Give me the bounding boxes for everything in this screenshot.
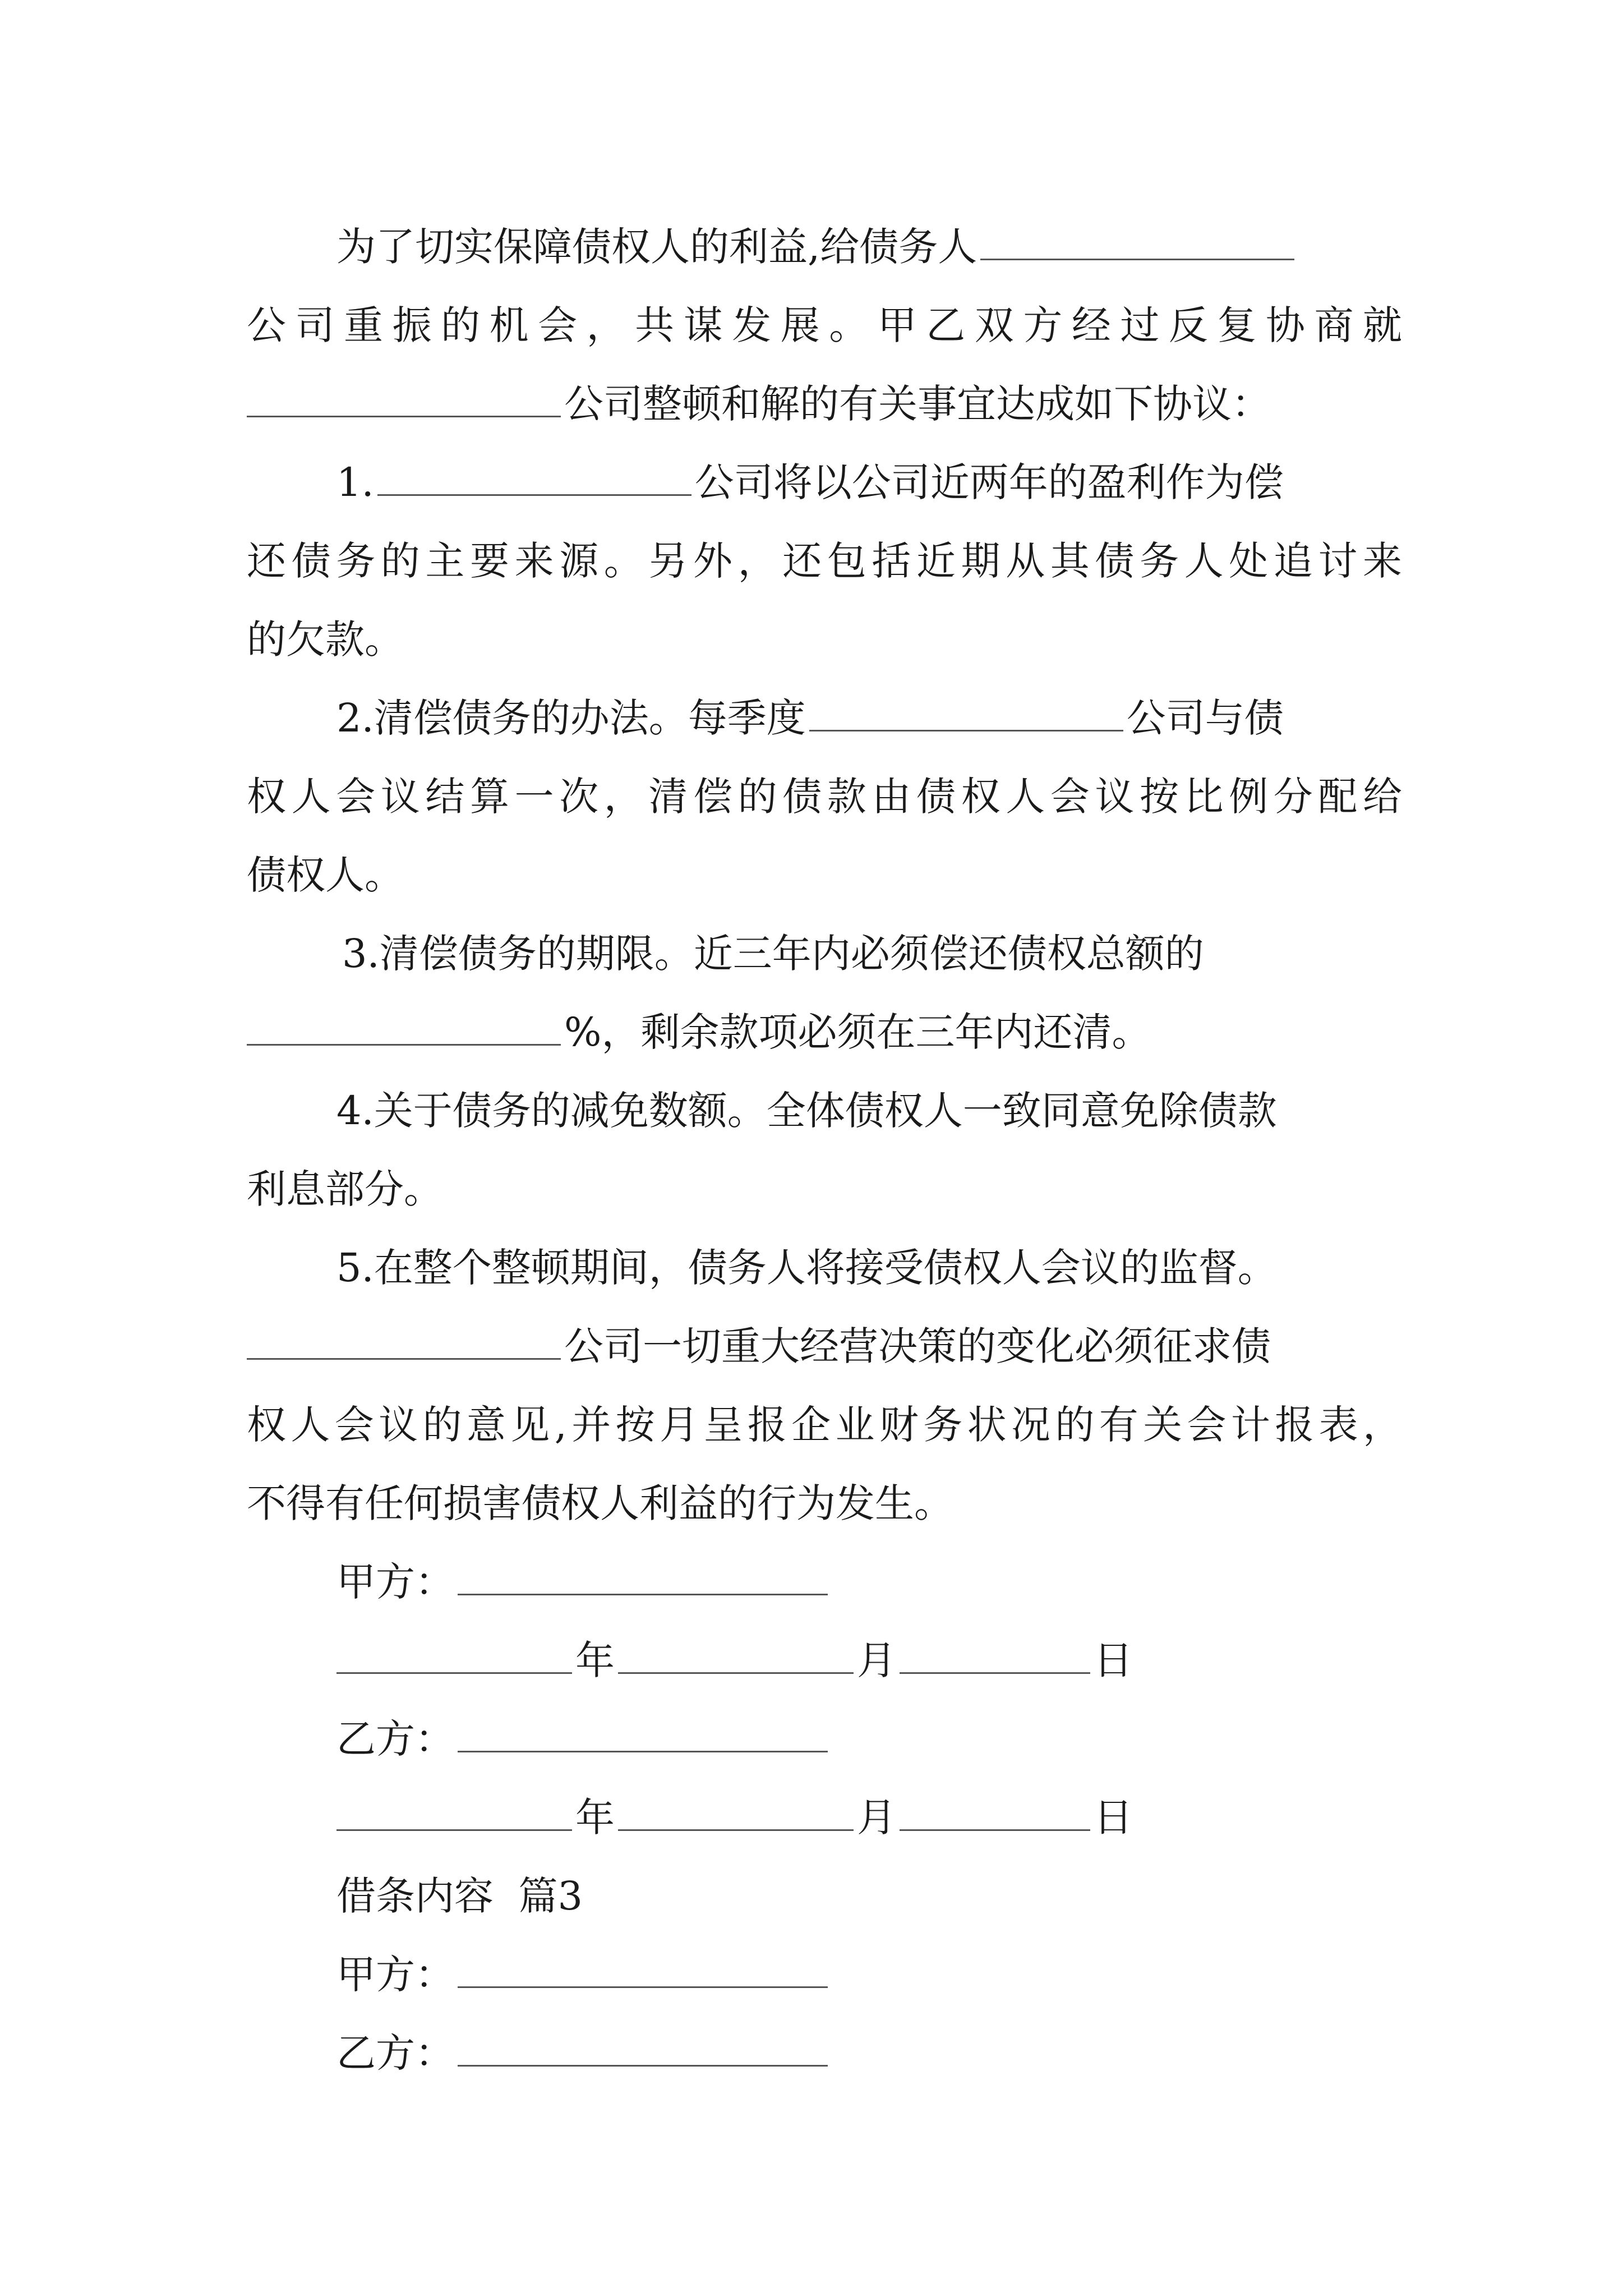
intro-line-1: [247, 208, 1402, 286]
day-label: 日: [1094, 1637, 1133, 1683]
item5-line-3: 权人会议的意见,并按月呈报企业财务状况的有关会计报表，: [247, 1402, 1402, 1448]
section-title: 借条内容 篇3: [336, 1873, 583, 1919]
blank-item5-company[interactable]: [247, 1323, 561, 1360]
item5-line-4: 不得有任何损害债权人利益的行为发生。: [247, 1480, 953, 1526]
party-b-label-2: 乙方：: [336, 2030, 454, 2076]
party-a-label-2: 甲方：: [336, 1952, 454, 1998]
item2-line-3: 债权人。: [247, 852, 404, 898]
day-label: 日: [1094, 1795, 1133, 1841]
item4-line-2: 利息部分。: [247, 1166, 443, 1212]
year-label: 年: [575, 1795, 615, 1841]
intro-line-2: 公司重振的机会，共谋发展。甲乙双方经过反复协商就: [247, 302, 1402, 348]
month-label: 月: [857, 1795, 896, 1841]
item4-line-1: 4.关于债务的减免数额。全体债权人一致同意免除债款: [336, 1088, 1277, 1134]
item5-text-2: 公司一切重大经营决策的变化必须征求债: [564, 1323, 1271, 1369]
party-a-month-blank[interactable]: [618, 1637, 854, 1674]
item1-text-1: 公司将以公司近两年的盈利作为偿: [694, 459, 1284, 505]
party-a-year-blank[interactable]: [336, 1637, 572, 1674]
party-b-row: [336, 1700, 831, 1778]
party-a-day-blank[interactable]: [900, 1637, 1090, 1674]
month-label: 月: [857, 1637, 896, 1683]
blank-company-name[interactable]: [247, 381, 561, 417]
item5-line-1: 5.在整个整顿期间，债务人将接受债权人会议的监督。: [336, 1245, 1277, 1291]
party-b-date-row: [336, 1778, 1133, 1857]
item5-line-2: [247, 1307, 1402, 1386]
item1-number: 1.: [336, 459, 374, 505]
intro-text-3: 公司整顿和解的有关事宜达成如下协议：: [564, 381, 1271, 427]
item2-line-2: 权人会议结算一次，清偿的债款由债权人会议按比例分配给: [247, 774, 1402, 820]
item2-line-1: [247, 679, 1402, 757]
party-a-blank-2[interactable]: [458, 1952, 828, 1988]
party-b-blank[interactable]: [458, 1716, 828, 1752]
party-a-label: 甲方：: [336, 1559, 454, 1605]
item3-text-2: %，剩余款项必须在三年内还清。: [564, 1009, 1151, 1055]
item3-line-2: [247, 993, 1402, 1071]
item1-line-2: 还债务的主要来源。另外，还包括近期从其债务人处追讨来: [247, 538, 1402, 584]
party-b-blank-2[interactable]: [458, 2030, 828, 2067]
party-a-row-2: [336, 1935, 831, 2014]
blank-item2-company[interactable]: [809, 695, 1123, 731]
party-b-month-blank[interactable]: [618, 1795, 854, 1831]
intro-line-3: [247, 365, 1402, 443]
party-a-blank[interactable]: [458, 1559, 828, 1595]
party-a-row: [336, 1543, 831, 1621]
party-a-date-row: [336, 1621, 1133, 1700]
item2-text-1a: 2.清偿债务的办法。每季度: [336, 695, 806, 741]
party-b-year-blank[interactable]: [336, 1795, 572, 1831]
item2-text-1b: 公司与债: [1126, 695, 1284, 741]
blank-item1-company[interactable]: [377, 459, 691, 496]
item3-line-1: 3.清偿债务的期限。近三年内必须偿还债权总额的: [342, 931, 1204, 977]
party-b-day-blank[interactable]: [900, 1795, 1090, 1831]
intro-text-1: 为了切实保障债权人的利益,给债务人: [336, 224, 978, 270]
item1-line-3: 的欠款。: [247, 616, 404, 662]
year-label: 年: [575, 1637, 615, 1683]
item1-line-1: [247, 443, 1402, 522]
blank-debtor-name[interactable]: [980, 224, 1294, 260]
party-b-row-2: [336, 2014, 831, 2092]
party-b-label: 乙方：: [336, 1716, 454, 1762]
blank-percentage[interactable]: [247, 1009, 561, 1046]
